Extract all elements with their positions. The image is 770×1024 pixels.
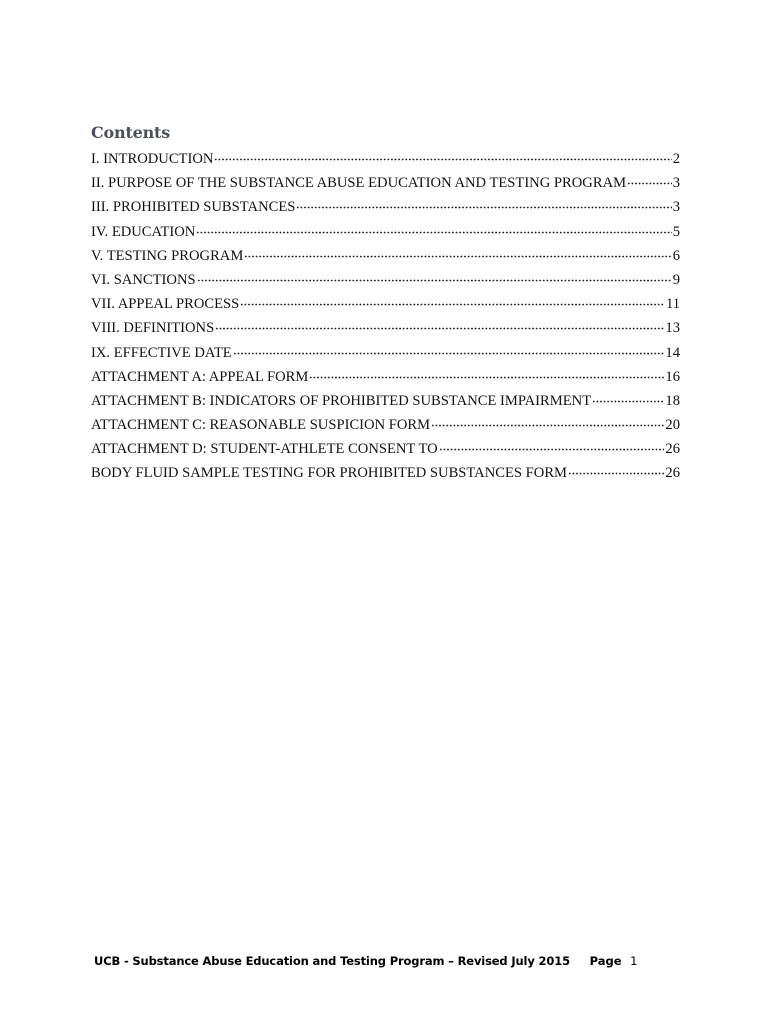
page-footer	[94, 954, 638, 968]
dot-leader	[296, 195, 671, 210]
toc-entry-testing-program[interactable]	[91, 245, 680, 269]
toc-entry-page: 9	[672, 271, 680, 288]
toc-entry-label: II. PURPOSE OF THE SUBSTANCE ABUSE EDUCATION AND TESTING PROGRAM	[91, 175, 627, 192]
toc-entry-page: 26	[665, 441, 680, 458]
toc-entry-effective-date[interactable]	[91, 342, 680, 366]
dot-leader	[244, 244, 671, 259]
toc-entry-page: 20	[665, 417, 680, 434]
toc-entry-label: ATTACHMENT D: STUDENT-ATHLETE CONSENT TO	[91, 441, 438, 458]
toc-entry-definitions[interactable]	[91, 317, 680, 341]
toc-entry-label: BODY FLUID SAMPLE TESTING FOR PROHIBITED SUBSTANCES FORM	[91, 465, 568, 482]
dot-leader	[439, 437, 665, 452]
dot-leader	[240, 292, 665, 307]
dot-leader	[431, 413, 664, 428]
dot-leader	[309, 365, 664, 380]
toc-entry-appeal-process[interactable]	[91, 293, 680, 317]
footer-text: UCB - Substance Abuse Education and Testing Program – Revised July 2015	[94, 954, 570, 968]
toc-entry-page: 14	[665, 344, 680, 361]
toc-entry-label: ATTACHMENT B: INDICATORS OF PROHIBITED SUBSTANCE IMPAIRMENT	[91, 392, 592, 409]
toc-entry-prohibited-substances[interactable]	[91, 196, 680, 220]
toc-entry-page: 13	[665, 320, 680, 337]
toc-entry-attachment-b[interactable]	[91, 390, 680, 414]
toc-entry-label: III. PROHIBITED SUBSTANCES	[91, 199, 296, 216]
toc-entry-label: ATTACHMENT C: REASONABLE SUSPICION FORM	[91, 417, 431, 434]
toc-entry-education[interactable]	[91, 221, 680, 245]
toc-entry-page: 3	[672, 175, 680, 192]
toc-entry-label: I. INTRODUCTION	[91, 151, 214, 167]
toc-entry-attachment-c[interactable]	[91, 414, 680, 438]
toc-entry-label: ATTACHMENT A: APPEAL FORM	[91, 368, 309, 385]
dot-leader	[197, 268, 672, 283]
toc-entry-introduction[interactable]	[91, 148, 680, 172]
toc-entry-page: 6	[672, 247, 680, 264]
toc-entry-page: 18	[665, 392, 680, 409]
toc-entry-page: 16	[665, 368, 680, 385]
dot-leader	[196, 220, 671, 235]
toc-entry-label: VII. APPEAL PROCESS	[91, 296, 240, 313]
dot-leader	[568, 461, 664, 476]
toc-entry-attachment-a[interactable]	[91, 366, 680, 390]
toc-title: Contents	[91, 123, 171, 142]
footer-page-number: 1	[630, 954, 638, 968]
toc-entry-label: V. TESTING PROGRAM	[91, 247, 244, 264]
toc-entry-page: 5	[672, 223, 680, 240]
toc-entry-label: IX. EFFECTIVE DATE	[91, 344, 232, 361]
dot-leader	[233, 341, 665, 356]
dot-leader	[627, 171, 672, 186]
toc-entry-page: 26	[665, 465, 680, 482]
toc-entry-label: IV. EDUCATION	[91, 223, 196, 240]
toc-entry-page: 3	[672, 199, 680, 216]
toc-entry-page: 2	[672, 151, 680, 167]
table-of-contents	[91, 148, 680, 487]
dot-leader	[214, 147, 671, 162]
toc-entry-attachment-d[interactable]	[91, 438, 680, 462]
toc-entry-label: VI. SANCTIONS	[91, 271, 196, 288]
dot-leader	[215, 316, 664, 331]
footer-page-label: Page	[589, 954, 622, 968]
toc-entry-label: VIII. DEFINITIONS	[91, 320, 215, 337]
toc-entry-purpose[interactable]	[91, 172, 680, 196]
toc-entry-page: 11	[665, 296, 680, 313]
toc-entry-sanctions[interactable]	[91, 269, 680, 293]
dot-leader	[592, 389, 664, 404]
toc-entry-body-fluid-form[interactable]	[91, 462, 680, 486]
